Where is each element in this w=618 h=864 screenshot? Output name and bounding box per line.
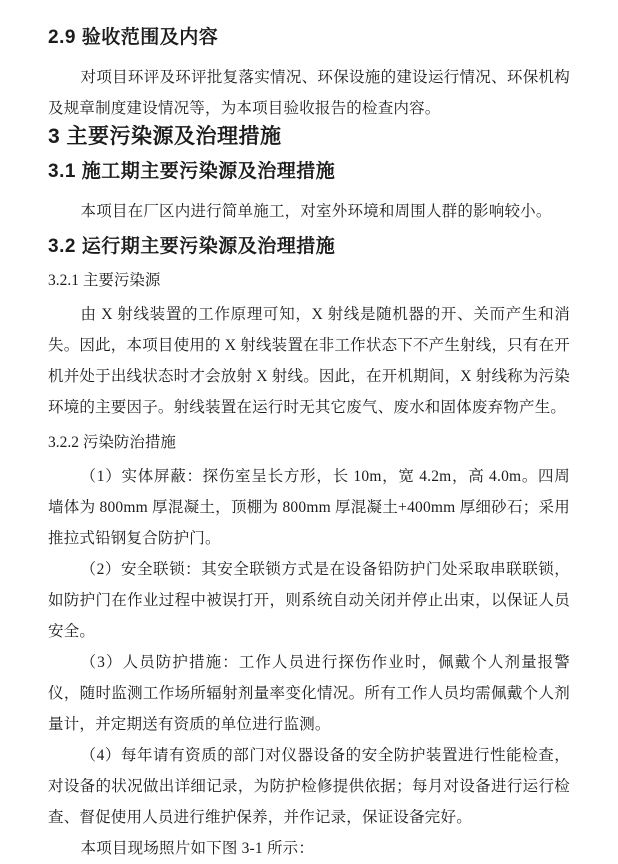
heading-main-pollution-source: 3.2.1 主要污染源 xyxy=(48,272,161,289)
paragraph-measure-1-shielding: （1）实体屏蔽：探伤室呈长方形，长 10m，宽 4.2m，高 4.0m。四周墙体为 800mm 厚混凝土，顶棚为 800mm 厚混凝土+400mm 厚细砂石；采用推拉式铅钢复合防护门。 xyxy=(48,468,570,547)
heading-pollution-sources: 3 主要污染源及治理措施 xyxy=(48,125,282,148)
paragraph-xray-source: 由 X 射线装置的工作原理可知，X 射线是随机器的开、关而产生和消失。因此，本项目使用的 X 射线装置在非工作状态下不产生射线，只有在开机并处于出线状态时才会放射 X 射线。因此，在开机期间，X 射线称为污染环境的主要因子。射线装置在运行时无其它废气、废水和固体废弃物产生。 xyxy=(48,306,570,416)
heading-acceptance-scope: 2.9 验收范围及内容 xyxy=(48,27,219,48)
paragraph-measure-3-personnel: （3）人员防护措施：工作人员进行探伤作业时，佩戴个人剂量报警仪，随时监测工作场所辐射剂量率变化情况。所有工作人员均需佩戴个人剂量计，并定期送有资质的单位进行监测。 xyxy=(48,654,570,733)
heading-construction-period: 3.1 施工期主要污染源及治理措施 xyxy=(48,161,336,182)
paragraph-measure-4-inspection: （4）每年请有资质的部门对仪器设备的安全防护装置进行性能检查，对设备的状况做出详细记录，为防护检修提供依据；每月对设备进行运行检查、督促使用人员进行维护保养，并作记录，保证设备完好。 xyxy=(48,747,570,826)
paragraph-construction-period: 本项目在厂区内进行简单施工，对室外环境和周围人群的影响较小。 xyxy=(80,203,552,220)
paragraph-measure-2-interlock: （2）安全联锁：其安全联锁方式是在设备铅防护门处采取串联联锁，如防护门在作业过程中被误打开，则系统自动关闭并停止出束，以保证人员安全。 xyxy=(48,561,570,640)
heading-prevention-measures: 3.2.2 污染防治措施 xyxy=(48,434,176,451)
heading-operation-period: 3.2 运行期主要污染源及治理措施 xyxy=(48,236,336,257)
paragraph-acceptance-scope: 对项目环评及环评批复落实情况、环保设施的建设运行情况、环保机构及规章制度建设情况等，为本项目验收报告的检查内容。 xyxy=(48,69,570,117)
paragraph-photo-note: 本项目现场照片如下图 3-1 所示： xyxy=(80,840,315,857)
